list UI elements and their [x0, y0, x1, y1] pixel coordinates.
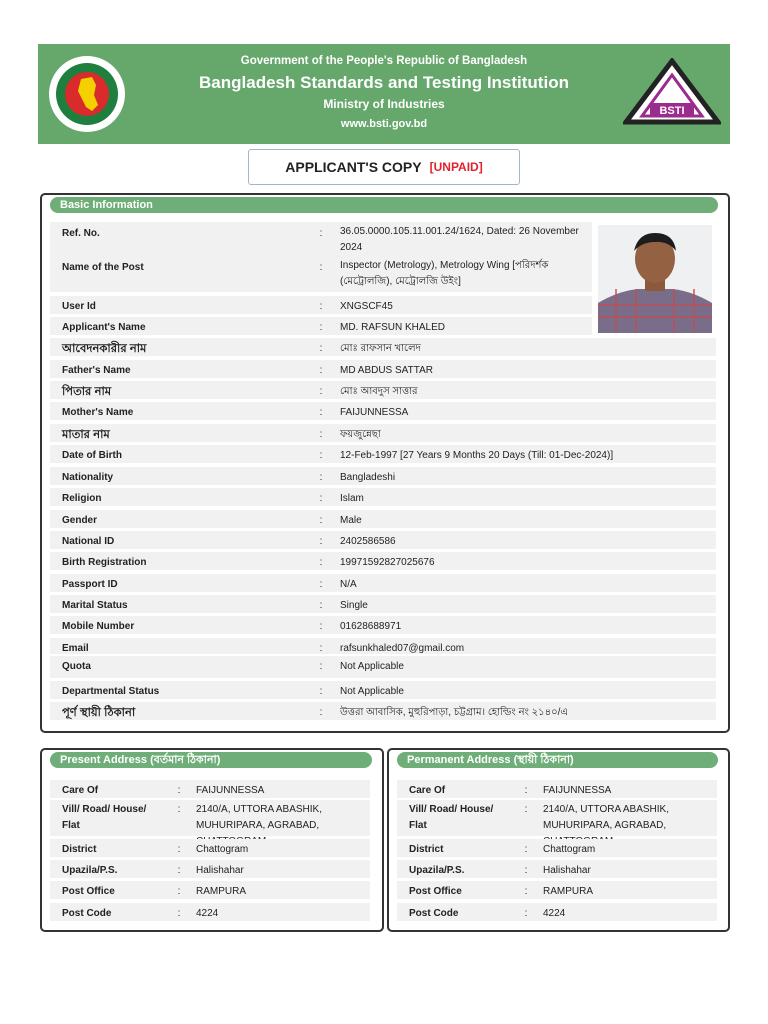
svg-text:BSTI: BSTI: [659, 105, 685, 117]
field-value: XNGSCF45: [340, 301, 393, 312]
field-label: District: [62, 844, 97, 855]
field-label: Upazila/P.S.: [409, 865, 465, 876]
field-separator: :: [319, 262, 323, 273]
field-separator: :: [319, 472, 323, 483]
field-label: Date of Birth: [62, 450, 122, 461]
field-value: RAMPURA: [543, 886, 594, 897]
field-value: RAMPURA: [196, 886, 247, 897]
table-row: [50, 445, 716, 463]
table-row: [50, 800, 370, 836]
field-separator: :: [319, 407, 323, 418]
present-address-heading: Present Address (বর্তমান ঠিকানা): [50, 752, 372, 768]
field-label: User Id: [62, 301, 96, 312]
field-label: Vill/ Road/ House/ Flat: [409, 804, 494, 831]
field-separator: :: [319, 536, 323, 547]
field-separator: :: [177, 804, 181, 815]
table-row: [397, 881, 717, 899]
field-value: Not Applicable: [340, 686, 404, 697]
table-row: [50, 256, 592, 292]
field-separator: :: [177, 908, 181, 919]
field-label: Marital Status: [62, 600, 128, 611]
field-value: উত্তরা আবাসিক, মুহুরিপাড়া, চট্টগ্রাম। হোল্ডিং নং ২১৪০/এ: [340, 707, 569, 718]
field-label: Upazila/P.S.: [62, 865, 118, 876]
field-label: District: [409, 844, 444, 855]
field-separator: :: [319, 600, 323, 611]
field-separator: :: [319, 621, 323, 632]
table-row: [50, 510, 716, 528]
field-value: 01628688971: [340, 621, 402, 632]
field-label: Religion: [62, 493, 102, 504]
website-link[interactable]: www.bsti.gov.bd: [340, 118, 428, 130]
table-row: [50, 296, 592, 314]
field-label: পিতার নাম: [62, 386, 112, 398]
field-value: 12-Feb-1997 [27 Years 9 Months 20 Days (Till: 01-Dec-2024)]: [340, 450, 614, 461]
permanent-address-heading: Permanent Address (স্থায়ী ঠিকানা): [397, 752, 718, 768]
field-separator: :: [319, 643, 323, 654]
bsti-logo-icon: [623, 58, 721, 126]
field-value: 19971592827025676: [340, 557, 435, 568]
table-row: [50, 552, 716, 570]
table-row: [50, 881, 370, 899]
field-separator: :: [319, 301, 323, 312]
institution-title: Bangladesh Standards and Testing Institution: [199, 73, 569, 92]
field-label: Gender: [62, 515, 98, 526]
table-row: [50, 616, 716, 634]
table-row: [50, 531, 716, 549]
table-row: [50, 360, 716, 378]
field-value: N/A: [340, 579, 357, 590]
table-row: [50, 903, 370, 921]
field-value: 2140/A, UTTORA ABASHIK, MUHURIPARA, AGRABAD,: [196, 804, 322, 831]
field-separator: :: [319, 686, 323, 697]
field-separator: :: [319, 515, 323, 526]
table-row: [50, 381, 716, 399]
field-value: Halishahar: [543, 865, 591, 876]
field-value: Male: [340, 515, 362, 526]
field-separator: :: [319, 322, 323, 333]
table-row: [50, 222, 592, 258]
field-value: মোঃ রাফসান খালেদ: [340, 343, 421, 354]
field-separator: :: [319, 386, 323, 397]
field-value: 4224: [543, 908, 566, 919]
table-row: [397, 860, 717, 878]
table-row: [50, 488, 716, 506]
field-separator: :: [524, 785, 528, 796]
basic-information-heading: Basic Information: [50, 197, 718, 213]
field-label: মাতার নাম: [62, 429, 110, 441]
field-label: Post Office: [409, 886, 462, 897]
field-separator: :: [319, 429, 323, 440]
ministry-title: Ministry of Industries: [323, 97, 445, 111]
field-label: Mother's Name: [62, 407, 134, 418]
field-value: FAIJUNNESSA: [340, 407, 409, 418]
field-value: Not Applicable: [340, 661, 404, 672]
field-value: 36.05.0000.105.11.001.24/1624, Dated: 26 November 2024: [340, 226, 579, 253]
field-separator: :: [319, 557, 323, 568]
table-row: [50, 424, 716, 442]
field-label: Birth Registration: [62, 557, 147, 568]
field-label: Nationality: [62, 472, 114, 483]
field-label: Quota: [62, 661, 91, 672]
table-row: [397, 839, 717, 857]
table-row: [50, 467, 716, 485]
field-separator: :: [319, 579, 323, 590]
field-separator: :: [524, 908, 528, 919]
payment-status-badge: [UNPAID]: [429, 160, 483, 174]
field-separator: :: [319, 493, 323, 504]
field-value: Chattogram: [543, 844, 596, 855]
table-row: [50, 338, 716, 356]
field-label: Post Code: [409, 908, 459, 919]
field-separator: :: [524, 886, 528, 897]
field-label: Applicant's Name: [62, 322, 146, 333]
field-label: Passport ID: [62, 579, 118, 590]
field-label: Post Code: [62, 908, 112, 919]
table-row: [50, 656, 716, 678]
field-separator: :: [177, 865, 181, 876]
field-label: National ID: [62, 536, 115, 547]
table-row: [50, 402, 716, 420]
field-label: Mobile Number: [62, 621, 135, 632]
field-separator: :: [524, 844, 528, 855]
field-value: FAIJUNNESSA: [543, 785, 612, 796]
field-value: rafsunkhaled07@gmail.com: [340, 643, 465, 654]
field-separator: :: [177, 886, 181, 897]
field-separator: :: [319, 450, 323, 461]
field-value: Islam: [340, 493, 364, 504]
field-value: FAIJUNNESSA: [196, 785, 265, 796]
table-row: [50, 860, 370, 878]
government-title: Government of the People's Republic of Bangladesh: [240, 55, 528, 67]
field-label: Care Of: [62, 785, 99, 796]
field-value: ফয়জুন্নেছা: [340, 429, 381, 440]
table-row: [50, 595, 716, 613]
field-separator: :: [524, 865, 528, 876]
header-banner: [38, 44, 730, 144]
field-value: MD. RAFSUN KHALED: [340, 322, 446, 333]
field-separator: :: [319, 365, 323, 376]
field-label: Vill/ Road/ House/ Flat: [62, 804, 147, 831]
field-label: Father's Name: [62, 365, 131, 376]
field-value: Halishahar: [196, 865, 244, 876]
table-row: [50, 638, 716, 654]
field-value: Chattogram: [196, 844, 249, 855]
field-value: Single: [340, 600, 368, 611]
applicant-copy-banner: [248, 149, 520, 185]
applicant-photo: [598, 225, 712, 333]
table-row: [50, 780, 370, 798]
field-value: 2140/A, UTTORA ABASHIK, MUHURIPARA, AGRABAD,: [543, 804, 669, 831]
table-row: [50, 317, 592, 335]
table-row: [397, 780, 717, 798]
field-value: মোঃ আবদুস সাত্তার: [340, 386, 418, 397]
table-row: [50, 681, 716, 699]
field-separator: :: [319, 661, 323, 672]
field-label: Post Office: [62, 886, 115, 897]
permanent-address-panel: [387, 748, 730, 932]
field-label: Name of the Post: [62, 262, 144, 273]
field-label: পূর্ণ স্থায়ী ঠিকানা: [62, 707, 136, 719]
field-label: Departmental Status: [62, 686, 160, 697]
table-row: [50, 574, 716, 592]
field-value: 4224: [196, 908, 219, 919]
field-label: Ref. No.: [62, 228, 100, 239]
field-value: MD ABDUS SATTAR: [340, 365, 433, 376]
field-label: আবেদনকারীর নাম: [62, 343, 147, 355]
table-row: [397, 800, 717, 836]
field-value: Bangladeshi: [340, 472, 396, 483]
field-separator: :: [319, 343, 323, 354]
field-label: Care Of: [409, 785, 446, 796]
table-row: [50, 702, 716, 720]
table-row: [397, 903, 717, 921]
copy-title: APPLICANT'S COPY: [285, 159, 422, 175]
table-row: [50, 839, 370, 857]
field-separator: :: [319, 228, 323, 239]
field-value: Inspector (Metrology), Metrology Wing [পরিদর্শক (মেট্রোলজি), মেট্রোলজি উইং]: [340, 260, 549, 287]
field-separator: :: [319, 707, 323, 718]
field-separator: :: [177, 844, 181, 855]
field-label: Email: [62, 643, 89, 654]
field-value: 2402586586: [340, 536, 396, 547]
field-separator: :: [524, 804, 528, 815]
field-separator: :: [177, 785, 181, 796]
present-address-panel: [40, 748, 384, 932]
